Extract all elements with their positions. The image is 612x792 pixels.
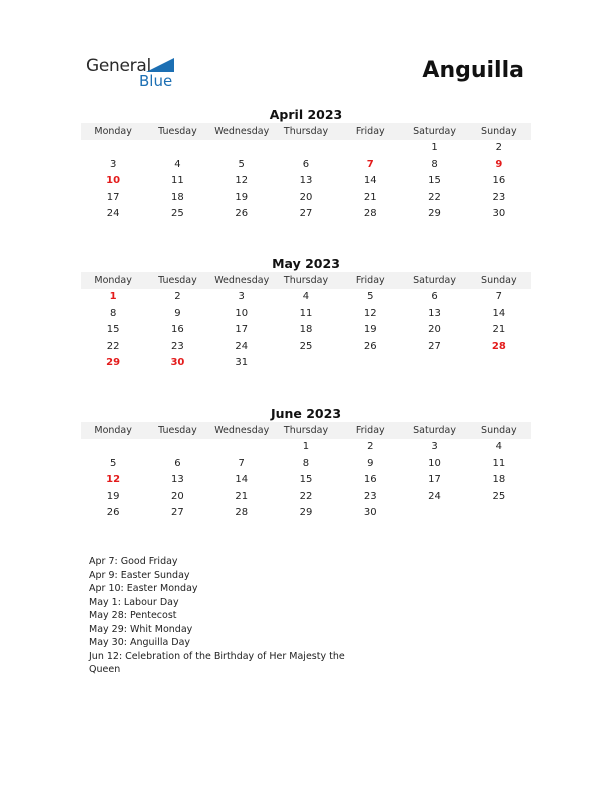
day-cell: 12: [363, 307, 377, 319]
day-cell: 24: [235, 340, 249, 352]
day-cell: 20: [299, 191, 313, 203]
holiday-day-cell: 10: [106, 175, 121, 186]
day-cell: 29: [428, 208, 441, 219]
day-cell: 20: [171, 490, 184, 502]
weekday-label: Tuesday: [158, 275, 197, 286]
day-cell: 14: [235, 474, 249, 485]
day-cell: [274, 355, 338, 372]
day-cell: [210, 439, 274, 456]
day-cell: 20: [428, 324, 441, 335]
holiday-entry: May 1: Labour Day: [89, 596, 179, 608]
day-cell: [467, 505, 531, 522]
week-row: [81, 456, 531, 473]
day-cell: 3: [238, 291, 245, 302]
day-cell: 16: [363, 474, 377, 485]
weekday-label: Saturday: [413, 126, 456, 137]
day-cell: 25: [171, 208, 184, 219]
day-cell: 17: [235, 324, 249, 335]
day-cell: [402, 505, 466, 522]
holiday-day-cell: 1: [109, 291, 117, 302]
weekday-label: Thursday: [283, 126, 329, 137]
day-cell: 18: [492, 474, 506, 485]
holiday-entry: May 28: Pentecost: [89, 610, 177, 621]
weekday-header: [81, 422, 531, 439]
day-cell: 3: [431, 441, 438, 452]
month-title: June 2023: [270, 406, 342, 421]
day-cell: 24: [106, 208, 120, 219]
week-row: [81, 505, 531, 522]
day-cell: 6: [174, 457, 181, 469]
day-cell: 28: [235, 507, 249, 518]
day-cell: 11: [171, 175, 184, 186]
day-cell: 22: [428, 191, 441, 203]
day-cell: 17: [428, 474, 441, 485]
day-cell: 16: [171, 324, 184, 335]
weekday-label: Sunday: [481, 275, 517, 286]
holiday-entry: Jun 12: Celebration of the Birthday of Her Majesty the Queen: [89, 650, 345, 675]
day-cell: 23: [492, 191, 506, 203]
day-cell: 5: [238, 158, 245, 170]
day-cell: [338, 140, 402, 157]
day-cell: 4: [174, 158, 181, 170]
day-cell: 11: [299, 307, 313, 319]
week-row: [81, 439, 531, 456]
day-cell: 22: [299, 490, 313, 502]
country-title: Anguilla: [422, 58, 524, 83]
day-cell: 19: [235, 191, 249, 203]
week-row: [81, 289, 531, 306]
day-cell: 8: [431, 158, 438, 170]
day-cell: [81, 140, 145, 157]
day-cell: 24: [428, 490, 441, 502]
day-cell: 26: [106, 507, 120, 518]
day-cell: 2: [495, 142, 503, 153]
weekday-label: Monday: [94, 425, 132, 436]
weekday-label: Thursday: [283, 425, 329, 436]
day-cell: 7: [495, 291, 503, 302]
day-cell: 26: [235, 208, 249, 219]
generalblue-logo: [86, 56, 186, 92]
week-row: [81, 206, 531, 223]
weekday-label: Wednesday: [214, 126, 270, 137]
day-cell: 31: [235, 357, 249, 368]
day-cell: 30: [492, 208, 506, 219]
week-row: [81, 140, 531, 157]
day-cell: 1: [431, 142, 438, 153]
day-cell: 14: [492, 307, 506, 319]
week-row: [81, 322, 531, 339]
weekday-label: Wednesday: [214, 425, 270, 436]
week-row: [81, 306, 531, 323]
week-row: [81, 157, 531, 174]
day-cell: 6: [302, 158, 310, 170]
month-calendar: [81, 406, 531, 522]
holiday-entry: Apr 9: Easter Sunday: [89, 569, 190, 581]
day-cell: 4: [495, 441, 503, 452]
day-cell: 2: [367, 441, 374, 452]
month-calendar: [81, 256, 531, 372]
day-cell: [145, 439, 209, 456]
holiday-entry: May 29: Whit Monday: [89, 623, 193, 635]
day-cell: 25: [299, 340, 313, 352]
day-cell: 9: [174, 307, 181, 319]
holiday-entry: May 30: Anguilla Day: [89, 637, 191, 648]
day-cell: 26: [363, 340, 377, 352]
holiday-day-cell: 7: [366, 158, 374, 170]
month-title: April 2023: [269, 107, 343, 122]
day-cell: 5: [367, 291, 374, 302]
day-cell: 14: [363, 175, 377, 186]
weekday-label: Thursday: [283, 275, 329, 286]
day-cell: 13: [171, 474, 184, 485]
weekday-label: Friday: [355, 425, 385, 436]
weekday-label: Monday: [94, 126, 132, 137]
holiday-list: [89, 555, 349, 677]
weekday-label: Monday: [94, 275, 132, 286]
weekday-header: [81, 272, 531, 289]
day-cell: 15: [428, 175, 441, 186]
week-row: [81, 472, 531, 489]
day-cell: 8: [109, 307, 117, 319]
day-cell: 21: [492, 324, 506, 335]
day-cell: 10: [428, 457, 441, 469]
day-cell: 18: [299, 324, 313, 335]
day-cell: 12: [235, 175, 249, 186]
day-cell: [210, 140, 274, 157]
day-cell: 22: [106, 340, 120, 352]
day-cell: 21: [363, 191, 377, 203]
day-cell: 16: [492, 175, 506, 186]
logo-triangle-icon: [146, 58, 174, 72]
weekday-label: Tuesday: [158, 126, 197, 137]
day-cell: 19: [106, 490, 120, 502]
day-cell: [81, 439, 145, 456]
day-cell: 17: [106, 191, 120, 203]
weekday-label: Saturday: [413, 275, 456, 286]
day-cell: 19: [363, 324, 377, 335]
holiday-day-cell: 9: [495, 158, 503, 170]
holiday-day-cell: 12: [106, 474, 121, 485]
holiday-day-cell: 30: [170, 357, 185, 368]
day-cell: 7: [238, 457, 245, 469]
day-cell: 8: [302, 457, 310, 469]
day-cell: 27: [171, 507, 184, 518]
weekday-label: Tuesday: [158, 425, 197, 436]
day-cell: 29: [299, 507, 313, 518]
week-row: [81, 489, 531, 506]
day-cell: 21: [235, 490, 249, 502]
day-cell: 6: [431, 291, 438, 302]
weekday-header: [81, 123, 531, 140]
day-cell: 23: [363, 490, 377, 502]
day-cell: [402, 355, 466, 372]
weekday-label: Friday: [355, 126, 385, 137]
day-cell: 15: [299, 474, 313, 485]
month-title: May 2023: [272, 256, 340, 271]
day-cell: [467, 355, 531, 372]
day-cell: 30: [363, 507, 377, 518]
week-row: [81, 190, 531, 207]
week-row: [81, 355, 531, 372]
logo-general-text: General: [86, 56, 151, 76]
day-cell: [274, 140, 338, 157]
day-cell: 15: [106, 324, 120, 335]
day-cell: 4: [302, 291, 310, 302]
weekday-label: Wednesday: [214, 275, 270, 286]
day-cell: [145, 140, 209, 157]
weekday-label: Friday: [355, 275, 385, 286]
weekday-label: Saturday: [413, 425, 456, 436]
week-row: [81, 339, 531, 356]
day-cell: 13: [299, 175, 313, 186]
day-cell: 23: [171, 340, 184, 352]
weekday-label: Sunday: [481, 425, 517, 436]
month-calendar: [81, 107, 531, 223]
day-cell: 27: [428, 340, 441, 352]
holiday-day-cell: 28: [491, 340, 506, 352]
logo-blue-text: Blue: [139, 72, 173, 90]
day-cell: 18: [171, 191, 184, 203]
day-cell: 25: [492, 490, 506, 502]
weekday-label: Sunday: [481, 126, 517, 137]
day-cell: [338, 355, 402, 372]
holiday-entry: Apr 7: Good Friday: [89, 556, 178, 567]
day-cell: 1: [302, 441, 310, 452]
day-cell: 2: [174, 291, 181, 302]
day-cell: 13: [428, 307, 441, 319]
holiday-entry: Apr 10: Easter Monday: [89, 583, 198, 594]
day-cell: 5: [109, 457, 117, 469]
day-cell: 10: [235, 307, 249, 319]
week-row: [81, 173, 531, 190]
day-cell: 3: [109, 158, 117, 170]
day-cell: 28: [363, 208, 377, 219]
day-cell: 9: [367, 457, 374, 469]
day-cell: 27: [299, 208, 313, 219]
day-cell: 11: [492, 457, 506, 469]
holiday-day-cell: 29: [106, 357, 121, 368]
